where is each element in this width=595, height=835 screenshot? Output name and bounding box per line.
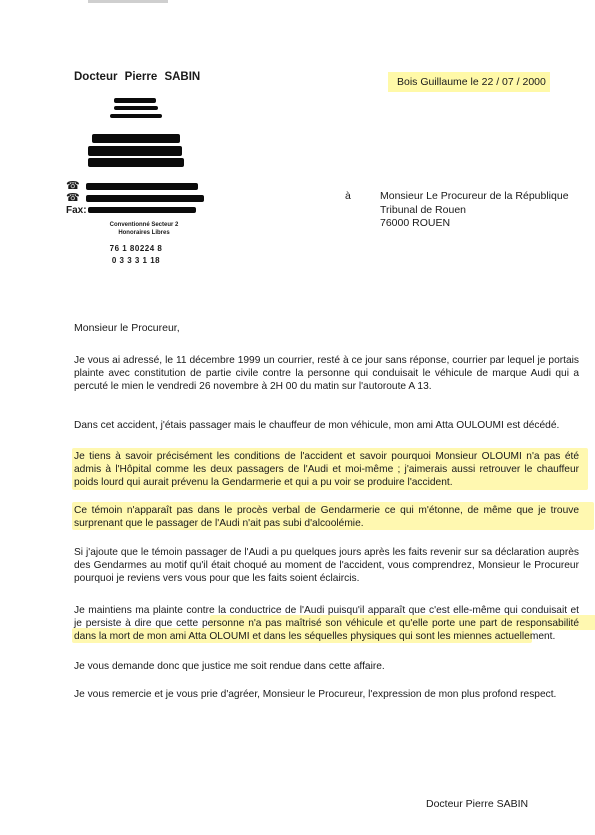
redacted-line: [88, 158, 184, 167]
redacted-line: [88, 207, 196, 213]
redacted-line: [110, 114, 162, 118]
practitioner-number: 76 1 80224 8: [109, 244, 163, 253]
paragraph: Ce témoin n'apparaît pas dans le procès verbal de Gendarmerie ce qui m'étonne, de même que je trouve surprenant que le passager de l'Audi n'ait pas subi d'alcoolémie.: [74, 505, 579, 529]
paragraph: Dans cet accident, j'étais passager mais le chauffeur de mon véhicule, mon ami Atta OULOUMI est décédé.: [74, 420, 560, 431]
recipient-marker: à: [345, 190, 351, 202]
scan-artifact: [88, 0, 168, 3]
redacted-line: [114, 106, 158, 110]
sender-name: Docteur Pierre SABIN: [74, 71, 201, 83]
recipient-line: Monsieur Le Procureur de la République: [380, 190, 569, 202]
telephone-icon: ☎: [66, 180, 80, 192]
convention-line: Conventionné Secteur 2: [109, 222, 179, 228]
redacted-line: [88, 146, 182, 156]
redacted-line: [86, 195, 204, 202]
recipient-line: 76000 ROUEN: [380, 217, 451, 229]
recipient-line: Tribunal de Rouen: [380, 203, 466, 216]
paragraph: Je vous remercie et je vous prie d'agréer, Monsieur le Procureur, l'expression de mon plus profond respect.: [74, 689, 557, 700]
letter-date: Bois Guillaume le 22 / 07 / 2000: [397, 76, 546, 88]
paragraph: Je tiens à savoir précisément les conditions de l'accident et savoir pourquoi Monsieur OLOUMI n'a pas été admis à l'Hôpital comme les deux passagers de l'Audi et moi-même ; j'aimerais aussi retrouver le chauffeur poids lourd qui aurait prévenu la Gendarmerie et qui a pu voir se produire l'accident.: [74, 451, 579, 488]
paragraph: Je vous demande donc que justice me soit rendue dans cette affaire.: [74, 661, 385, 672]
practitioner-number: 0 3 3 3 1 18: [111, 256, 161, 265]
recipient-address: [380, 190, 569, 231]
redacted-line: [86, 183, 198, 190]
paragraph: Je maintiens ma plainte contre la conductrice de l'Audi puisqu'il apparaît que c'est elle-même qui conduisait et je persiste à dire que cette personne n'a pas maîtrisé son véhicule et qu'elle porte une part de responsabilité dans la mort de mon ami Atta OLOUMI et dans les séquelles physiques qui sont les miennes actuellement.: [74, 605, 579, 642]
redacted-line: [114, 98, 156, 103]
salutation: Monsieur le Procureur,: [74, 322, 180, 334]
fees-line: Honoraires Libres: [118, 230, 170, 236]
redacted-line: [92, 134, 180, 143]
signature-name: Docteur Pierre SABIN: [426, 798, 529, 810]
fax-label: Fax:: [66, 205, 87, 216]
paragraph: Je vous ai adressé, le 11 décembre 1999 un courrier, resté à ce jour sans réponse, courrier par lequel je portais plainte avec constitution de partie civile contre la personne qui conduisait le véhicule de marque Audi qui a percuté le mien le vendredi 26 novembre à 2H 00 du matin sur l'autoroute A 13.: [74, 355, 579, 392]
paragraph: Si j'ajoute que le témoin passager de l'Audi a pu quelques jours après les faits revenir sur sa déclaration auprès des Gendarmes au motif qu'il était choqué au moment de l'accident, vous comprendrez, Monsieur le Procureur pourquoi je reviens vers vous pour que les faits soient éclaircis.: [74, 547, 579, 584]
telephone-icon: ☎: [66, 192, 80, 204]
